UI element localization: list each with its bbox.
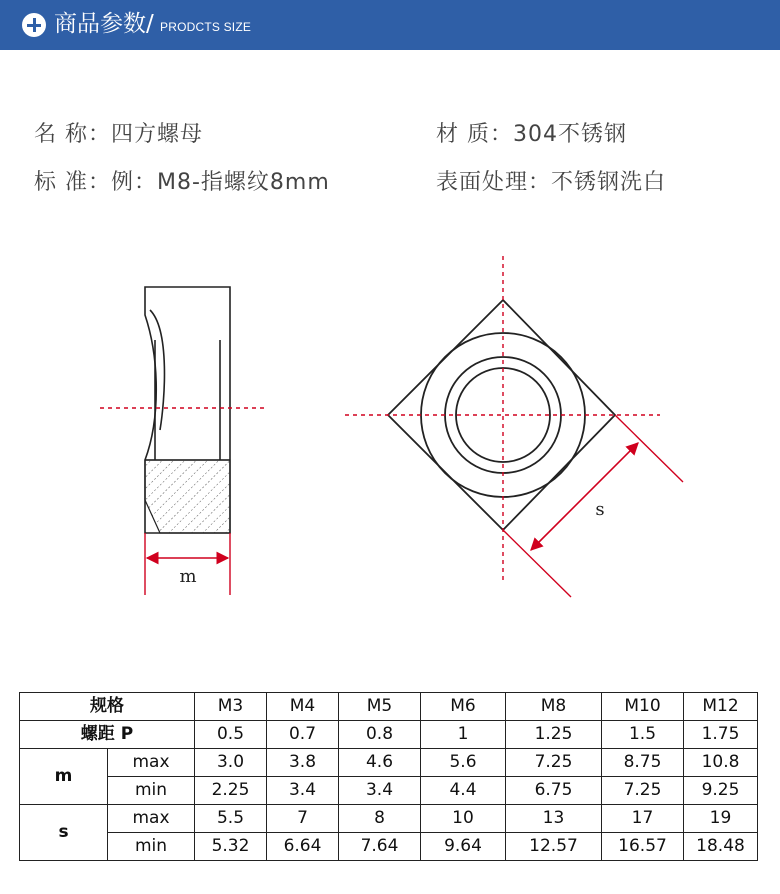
- max-label: max: [108, 805, 195, 833]
- s-min-cell: 12.57: [506, 833, 602, 861]
- size-cell: M3: [195, 693, 267, 721]
- section-title: 商品参数/: [54, 11, 154, 37]
- m-max-cell: 4.6: [339, 749, 421, 777]
- m-min-cell: 9.25: [684, 777, 758, 805]
- m-max-cell: 3.8: [267, 749, 339, 777]
- pitch-cell: 0.8: [339, 721, 421, 749]
- section-subtitle: PRODCTS SIZE: [160, 20, 252, 34]
- product-surface-treatment: 表面处理：不锈钢洗白: [436, 170, 667, 195]
- max-label: max: [108, 749, 195, 777]
- s-extension-top: [615, 415, 683, 482]
- size-cell: M6: [421, 693, 506, 721]
- s-dimension-line: [531, 443, 638, 550]
- m-min-cell: 4.4: [421, 777, 506, 805]
- s-max-cell: 13: [506, 805, 602, 833]
- pitch-cell: 0.7: [267, 721, 339, 749]
- pitch-cell: 1: [421, 721, 506, 749]
- size-cell: M4: [267, 693, 339, 721]
- table-row: [20, 833, 758, 861]
- min-label: min: [108, 833, 195, 861]
- size-cell: M8: [506, 693, 602, 721]
- table-row: [20, 693, 758, 721]
- m-max-cell: 5.6: [421, 749, 506, 777]
- m-row-label: m: [20, 749, 108, 805]
- product-name: 名 称：四方螺母: [34, 122, 203, 147]
- s-min-cell: 18.48: [684, 833, 758, 861]
- s-max-cell: 8: [339, 805, 421, 833]
- size-cell: M5: [339, 693, 421, 721]
- m-dimension-label: m: [179, 566, 197, 587]
- s-min-cell: 7.64: [339, 833, 421, 861]
- s-max-cell: 10: [421, 805, 506, 833]
- pitch-cell: 1.75: [684, 721, 758, 749]
- m-max-cell: 10.8: [684, 749, 758, 777]
- technical-drawing: [0, 240, 780, 640]
- hatched-section: [145, 460, 230, 533]
- product-standard: 标 准：例：M8-指螺纹8mm: [34, 170, 330, 195]
- table-row: [20, 805, 758, 833]
- spec-table: [19, 692, 758, 861]
- section-header: [0, 0, 780, 50]
- table-row: [20, 749, 758, 777]
- s-max-cell: 5.5: [195, 805, 267, 833]
- pitch-cell: 1.25: [506, 721, 602, 749]
- s-min-cell: 5.32: [195, 833, 267, 861]
- m-min-cell: 7.25: [602, 777, 684, 805]
- pitch-label: 螺距 P: [20, 721, 195, 749]
- s-min-cell: 16.57: [602, 833, 684, 861]
- m-max-cell: 3.0: [195, 749, 267, 777]
- table-row: [20, 777, 758, 805]
- size-cell: M12: [684, 693, 758, 721]
- m-max-cell: 8.75: [602, 749, 684, 777]
- pitch-cell: 1.5: [602, 721, 684, 749]
- plus-circle-icon: [22, 13, 46, 37]
- m-max-cell: 7.25: [506, 749, 602, 777]
- s-min-cell: 9.64: [421, 833, 506, 861]
- s-min-cell: 6.64: [267, 833, 339, 861]
- m-min-cell: 6.75: [506, 777, 602, 805]
- product-material: 材 质：304不锈钢: [436, 122, 627, 147]
- m-min-cell: 3.4: [339, 777, 421, 805]
- s-row-label: s: [20, 805, 108, 861]
- s-extension-bottom: [503, 530, 571, 597]
- header-spec-label: 规格: [20, 693, 195, 721]
- m-min-cell: 3.4: [267, 777, 339, 805]
- table-row: [20, 721, 758, 749]
- m-min-cell: 2.25: [195, 777, 267, 805]
- s-max-cell: 19: [684, 805, 758, 833]
- s-max-cell: 17: [602, 805, 684, 833]
- s-dimension-label: s: [595, 499, 605, 520]
- s-max-cell: 7: [267, 805, 339, 833]
- pitch-cell: 0.5: [195, 721, 267, 749]
- min-label: min: [108, 777, 195, 805]
- size-cell: M10: [602, 693, 684, 721]
